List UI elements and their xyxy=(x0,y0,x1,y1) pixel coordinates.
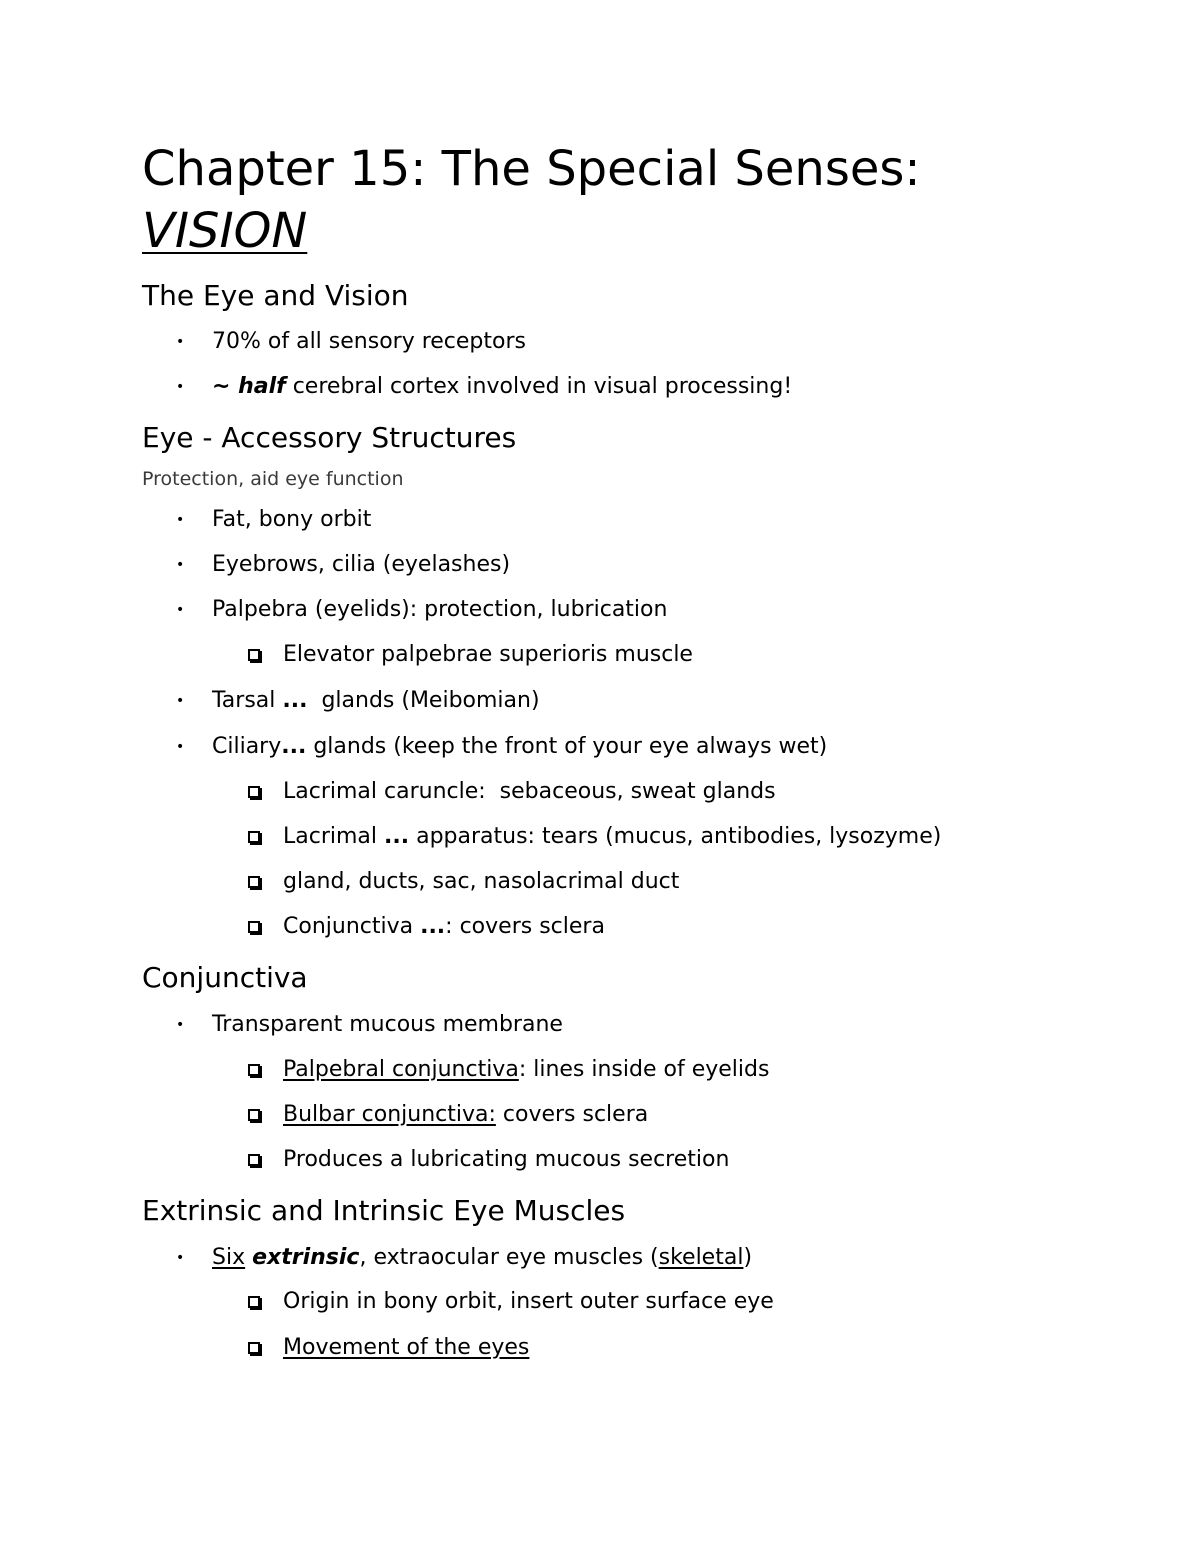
underlined-term: Movement of the eyes xyxy=(283,1335,530,1360)
list-item-text: Palpebra (eyelids): protection, lubrication xyxy=(212,597,668,622)
checkbox-bullet-icon xyxy=(248,649,260,661)
bullet-icon: • xyxy=(176,739,185,755)
heading-conjunctiva: Conjunctiva xyxy=(142,961,308,994)
checkbox-bullet-icon xyxy=(248,876,260,888)
subtitle-protection: Protection, aid eye function xyxy=(142,468,404,490)
sub-list-item xyxy=(142,1287,1042,1317)
title-line-1: Chapter 15: The Special Senses: xyxy=(142,141,921,197)
list-item-text: apparatus: tears (mucus, antibodies, lysozyme) xyxy=(409,824,942,849)
list-item xyxy=(142,550,1042,580)
checkbox-bullet-icon xyxy=(248,831,260,843)
title-line-2: VISION xyxy=(142,203,308,259)
list-item-text: 70% of all sensory receptors xyxy=(212,329,526,354)
checkbox-bullet-icon xyxy=(248,1296,260,1308)
underlined-term: Six xyxy=(212,1245,246,1270)
underlined-term: skeletal xyxy=(658,1245,744,1270)
list-item-text: glands (keep the front of your eye always wet) xyxy=(306,734,828,759)
checkbox-bullet-icon xyxy=(248,921,260,933)
sub-list-item xyxy=(142,777,1042,807)
ellipsis-text: ... xyxy=(282,688,308,713)
list-conjunctiva xyxy=(142,1010,1042,1175)
list-item-text: gland, ducts, sac, nasolacrimal duct xyxy=(283,869,680,894)
list-item-text: Tarsal xyxy=(212,688,283,713)
underlined-term: Bulbar conjunctiva: xyxy=(283,1102,496,1127)
sub-list-item xyxy=(142,1333,1042,1363)
list-item-text: : covers sclera xyxy=(445,914,605,939)
checkbox-bullet-icon xyxy=(248,1109,260,1121)
list-item xyxy=(142,732,1042,762)
bullet-icon: • xyxy=(176,512,185,528)
tilde-text: ~ xyxy=(212,374,239,399)
emphasis-text: half xyxy=(238,374,286,399)
list-item-text: Lacrimal caruncle: sebaceous, sweat glands xyxy=(283,779,776,804)
list-item xyxy=(142,1010,1042,1040)
bullet-icon: • xyxy=(176,379,185,395)
checkbox-bullet-icon xyxy=(248,786,260,798)
sub-list-item xyxy=(142,822,1042,852)
list-item xyxy=(142,686,1042,716)
sub-list-item xyxy=(142,640,1042,670)
list-item xyxy=(142,327,1042,357)
list-item-text: Origin in bony orbit, insert outer surface eye xyxy=(283,1289,774,1314)
checkbox-bullet-icon xyxy=(248,1342,260,1354)
list-item-text: Transparent mucous membrane xyxy=(212,1012,563,1037)
underlined-term: Palpebral conjunctiva xyxy=(283,1057,519,1082)
sub-list-item xyxy=(142,1055,1042,1085)
sub-list-item xyxy=(142,867,1042,897)
list-eye-and-vision xyxy=(142,327,1042,402)
list-item xyxy=(142,505,1042,535)
sub-list-item xyxy=(142,1100,1042,1130)
list-item xyxy=(142,595,1042,625)
sub-list-item xyxy=(142,912,1042,942)
list-item-text: : lines inside of eyelids xyxy=(518,1057,770,1082)
heading-eye-and-vision: The Eye and Vision xyxy=(142,279,409,312)
list-accessory-structures xyxy=(142,505,1042,942)
list-eye-muscles xyxy=(142,1243,1042,1363)
list-item-text: Conjunctiva xyxy=(283,914,421,939)
sub-list-item xyxy=(142,1145,1042,1175)
list-item xyxy=(142,372,1042,402)
page-title xyxy=(142,138,1042,262)
document-page xyxy=(142,138,1042,1363)
list-item-text: , extraocular eye muscles ( xyxy=(359,1245,659,1270)
emphasis-text: extrinsic xyxy=(252,1245,360,1270)
list-item-text: covers sclera xyxy=(495,1102,649,1127)
list-item-text: cerebral cortex involved in visual processing! xyxy=(285,374,793,399)
list-item-text: Ciliary xyxy=(212,734,282,759)
bullet-icon: • xyxy=(176,557,185,573)
list-item-text: Eyebrows, cilia (eyelashes) xyxy=(212,552,511,577)
ellipsis-text: ... xyxy=(420,914,446,939)
bullet-icon: • xyxy=(176,1250,185,1266)
list-item-text: Elevator palpebrae superioris muscle xyxy=(283,642,693,667)
list-item-text: glands (Meibomian) xyxy=(307,688,540,713)
checkbox-bullet-icon xyxy=(248,1154,260,1166)
list-item xyxy=(142,1243,1042,1273)
list-item-text: Produces a lubricating mucous secretion xyxy=(283,1147,730,1172)
bullet-icon: • xyxy=(176,1017,185,1033)
bullet-icon: • xyxy=(176,334,185,350)
ellipsis-text: ... xyxy=(281,734,307,759)
list-item-text: ) xyxy=(743,1245,753,1270)
list-item-text: Lacrimal xyxy=(283,824,385,849)
bullet-icon: • xyxy=(176,602,185,618)
heading-accessory-structures: Eye - Accessory Structures xyxy=(142,421,517,454)
heading-eye-muscles: Extrinsic and Intrinsic Eye Muscles xyxy=(142,1194,626,1227)
ellipsis-text: ... xyxy=(384,824,410,849)
checkbox-bullet-icon xyxy=(248,1064,260,1076)
bullet-icon: • xyxy=(176,693,185,709)
list-item-text: Fat, bony orbit xyxy=(212,507,372,532)
